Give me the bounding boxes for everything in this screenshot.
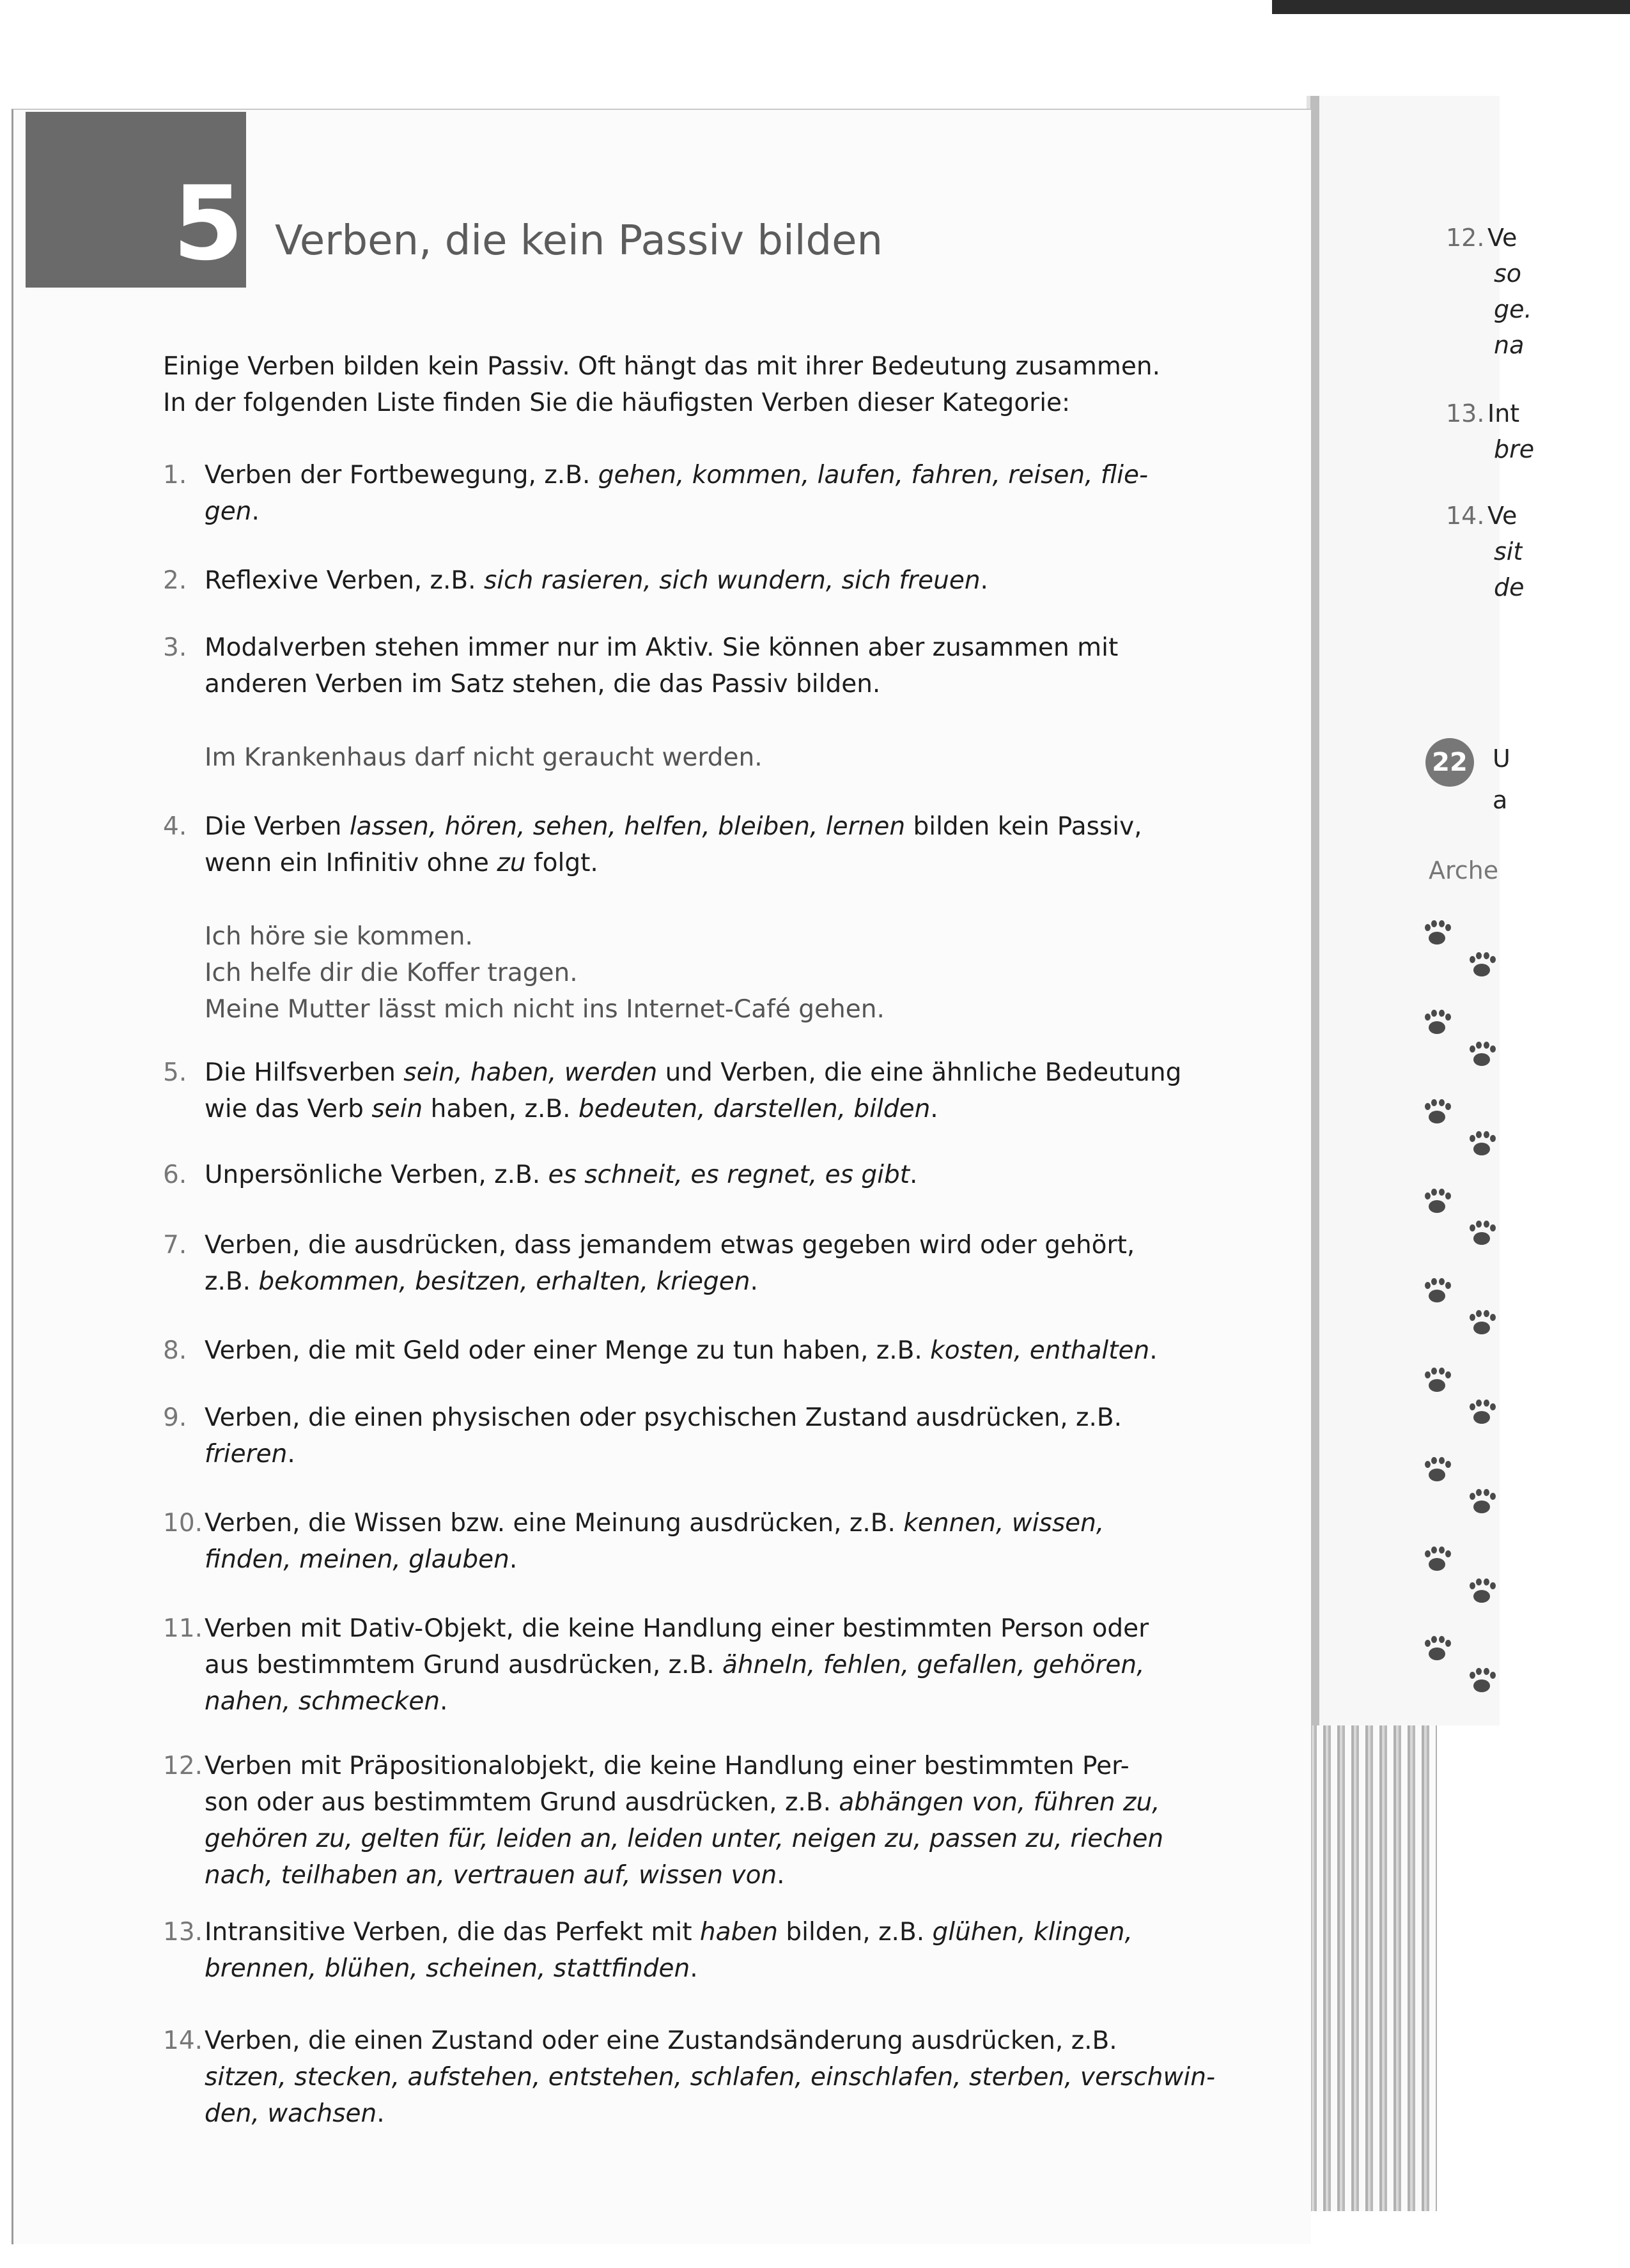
page-binding-shadow	[1309, 1725, 1437, 2211]
side-fragment: bre	[1494, 435, 1535, 463]
item-line: Die Hilfsverben sein, haben, werden und Verben, die eine ähnliche Bedeutung	[205, 1058, 1182, 1087]
item-line: anderen Verben im Satz stehen, die das Passiv bilden.	[205, 670, 881, 698]
item-line: Reflexive Verben, z.B. sich rasieren, sich wundern, sich freuen.	[205, 566, 988, 595]
item-line: Verben der Fortbewegung, z.B. gehen, kommen, laufen, fahren, reisen, flie-	[205, 461, 1149, 490]
side-fragment: de	[1494, 573, 1525, 601]
item-line: Verben mit Präpositionalobjekt, die keine Handlung einer bestimmten Per-	[205, 1752, 1129, 1780]
page-title: Verben, die kein Passiv bilden	[275, 217, 883, 265]
item-line: gehören zu, gelten für, leiden an, leiden unter, neigen zu, passen zu, riechen	[205, 1824, 1164, 1853]
side-fragment: sit	[1494, 537, 1523, 566]
item-line: gen.	[205, 497, 260, 526]
item-text	[205, 1227, 1135, 1300]
item-line: z.B. bekommen, besitzen, erhalten, kriegen.	[205, 1267, 758, 1296]
intro-line: Einige Verben bilden kein Passiv. Oft hängt das mit ihrer Bedeutung zusammen.	[163, 352, 1160, 381]
item-number: 11.	[163, 1614, 203, 1643]
item-number: 9.	[163, 1403, 187, 1432]
paw-print-icon	[1467, 1489, 1495, 1517]
side-fragment: ge.	[1494, 295, 1532, 323]
paw-print-icon	[1467, 1668, 1495, 1696]
side-fragment: Ve	[1487, 502, 1517, 530]
paw-print-icon	[1422, 1189, 1450, 1217]
paw-print-icon	[1422, 1547, 1450, 1575]
intro-paragraph	[163, 348, 1211, 421]
item-text	[205, 1054, 1181, 1127]
item-number: 7.	[163, 1231, 187, 1260]
paw-print-icon	[1467, 952, 1495, 980]
paw-print-icon	[1422, 920, 1450, 948]
item-number: 13.	[163, 1918, 203, 1947]
paw-print-icon	[1467, 1131, 1495, 1159]
item-text	[205, 562, 988, 599]
item-line: Die Verben lassen, hören, sehen, helfen, bleiben, lernen bilden kein Passiv,	[205, 812, 1142, 841]
paw-print-icon	[1422, 1010, 1450, 1038]
item-line: Verben, die einen physischen oder psychischen Zustand ausdrücken, z.B.	[205, 1403, 1122, 1432]
side-fragment: na	[1494, 331, 1525, 359]
side-fragment: Ve	[1487, 224, 1517, 252]
paw-print-icon	[1467, 1400, 1495, 1428]
item-number: 8.	[163, 1336, 187, 1365]
intro-line: In der folgenden Liste finden Sie die häufigsten Verben dieser Kategorie:	[163, 389, 1071, 417]
chapter-number: 5	[173, 164, 244, 283]
paw-print-icon	[1467, 1042, 1495, 1070]
item-line: Verben, die Wissen bzw. eine Meinung ausdrücken, z.B. kennen, wissen,	[205, 1509, 1105, 1538]
item-number: 12.	[163, 1752, 203, 1780]
item-line: Verben, die mit Geld oder einer Menge zu tun haben, z.B. kosten, enthalten.	[205, 1336, 1158, 1365]
item-line: Unpersönliche Verben, z.B. es schneit, es regnet, es gibt.	[205, 1161, 918, 1189]
side-item-number: 14.	[1446, 502, 1485, 530]
paw-print-icon	[1422, 1457, 1450, 1485]
side-fragment: a	[1493, 786, 1508, 814]
item-number: 1.	[163, 461, 187, 490]
side-fragment: Int	[1487, 399, 1520, 428]
paw-print-icon	[1422, 1099, 1450, 1127]
item-line: nach, teilhaben an, vertrauen auf, wissen von.	[205, 1861, 785, 1890]
item-number: 3.	[163, 633, 187, 662]
item-line: Verben mit Dativ-Objekt, die keine Handlung einer bestimmten Person oder	[205, 1614, 1149, 1643]
item-text	[205, 1748, 1163, 1894]
item-line: Verben, die ausdrücken, dass jemandem etwas gegeben wird oder gehört,	[205, 1231, 1135, 1260]
paw-print-icon	[1422, 1278, 1450, 1306]
paw-print-decoration	[1422, 920, 1499, 1725]
item-number: 14.	[163, 2026, 203, 2055]
item-text	[205, 2023, 1215, 2132]
item-text	[205, 629, 1118, 776]
item-line: Verben, die einen Zustand oder eine Zustandsänderung ausdrücken, z.B.	[205, 2026, 1117, 2055]
side-fragment: so	[1494, 259, 1522, 288]
item-line: son oder aus bestimmtem Grund ausdrücken, z.B. abhängen von, führen zu,	[205, 1788, 1160, 1817]
example-block	[205, 918, 1142, 1028]
exercise-number-badge: 22	[1425, 738, 1474, 787]
paw-print-icon	[1422, 1636, 1450, 1664]
example-sentence: Meine Mutter lässt mich nicht ins Internet-Café gehen.	[205, 995, 885, 1024]
item-text	[205, 1400, 1122, 1472]
item-text	[205, 457, 1148, 530]
item-line: nahen, schmecken.	[205, 1687, 448, 1716]
paw-print-icon	[1422, 1368, 1450, 1396]
item-text	[205, 808, 1142, 1028]
side-label: Arche	[1429, 856, 1499, 884]
paw-print-icon	[1467, 1310, 1495, 1338]
item-number: 6.	[163, 1161, 187, 1189]
item-number: 4.	[163, 812, 187, 841]
side-item-number: 12.	[1446, 224, 1485, 252]
item-text	[205, 1157, 917, 1193]
side-item-number: 13.	[1446, 399, 1485, 428]
item-text	[205, 1505, 1104, 1578]
example-sentence: Ich helfe dir die Koffer tragen.	[205, 959, 578, 987]
scan-top-edge	[1272, 0, 1630, 14]
item-number: 2.	[163, 566, 187, 595]
paw-print-icon	[1467, 1221, 1495, 1249]
item-number: 5.	[163, 1058, 187, 1087]
item-line: Modalverben stehen immer nur im Aktiv. Sie können aber zusammen mit	[205, 633, 1119, 662]
item-text	[205, 1914, 1133, 1987]
item-line: aus bestimmtem Grund ausdrücken, z.B. ähneln, fehlen, gefallen, gehören,	[205, 1651, 1145, 1679]
item-line: frieren.	[205, 1440, 295, 1469]
item-line: finden, meinen, glauben.	[205, 1545, 518, 1574]
side-fragment: U	[1493, 744, 1510, 773]
item-line: wie das Verb sein haben, z.B. bedeuten, darstellen, bilden.	[205, 1095, 938, 1123]
example-sentence: Im Krankenhaus darf nicht geraucht werden.	[205, 743, 763, 772]
item-text	[205, 1610, 1149, 1720]
item-line: den, wachsen.	[205, 2099, 385, 2128]
item-line: wenn ein Infinitiv ohne zu folgt.	[205, 849, 598, 877]
item-text	[205, 1332, 1158, 1369]
item-number: 10.	[163, 1509, 203, 1538]
item-line: Intransitive Verben, die das Perfekt mit haben bilden, z.B. glühen, klingen,	[205, 1918, 1133, 1947]
paw-print-icon	[1467, 1578, 1495, 1607]
example-block	[205, 739, 1118, 776]
item-line: sitzen, stecken, aufstehen, entstehen, schlafen, einschlafen, sterben, verschwin-	[205, 2063, 1216, 2092]
example-sentence: Ich höre sie kommen.	[205, 922, 473, 951]
item-line: brennen, blühen, scheinen, stattfinden.	[205, 1954, 698, 1983]
